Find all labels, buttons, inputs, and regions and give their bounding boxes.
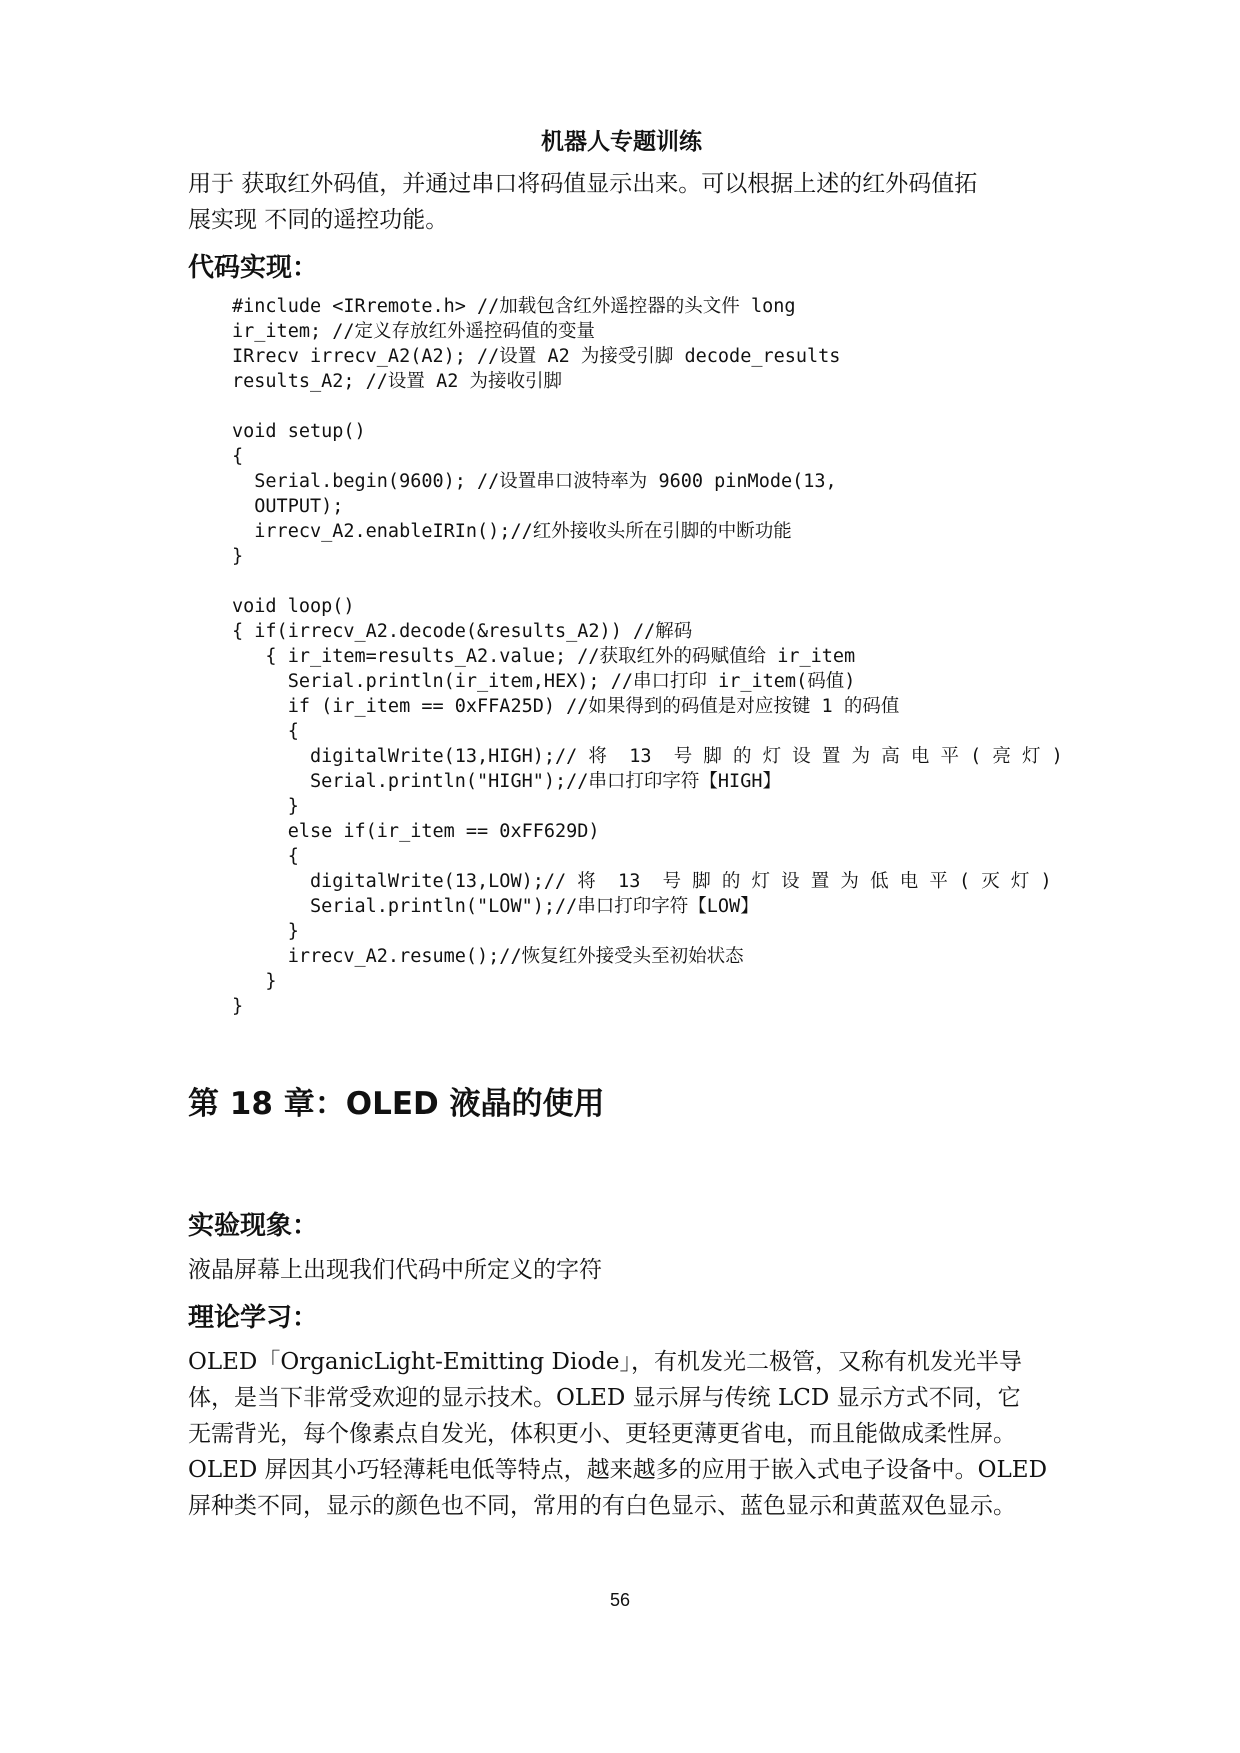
code-line: void loop() [232, 596, 355, 617]
code-line: digitalWrite(13,LOW);// 将 13 号 脚 的 灯 设 置 为 低 电 平 ( 灭 灯 ) [232, 871, 1052, 892]
code-line: { [232, 846, 299, 867]
code-line: } [232, 546, 244, 567]
code-line: #include <IRremote.h> //加载包含红外遥控器的头文件 long [232, 296, 796, 317]
theory-heading: 理论学习： [188, 1303, 319, 1333]
intro-paragraph [188, 166, 1055, 238]
code-line: OUTPUT); [232, 496, 344, 517]
code-line: } [232, 921, 299, 942]
code-line: ir_item; //定义存放红外遥控码值的变量 [232, 321, 596, 342]
code-line: { if(irrecv_A2.decode(&results_A2)) //解码 [232, 621, 693, 642]
code-line: irrecv_A2.resume();//恢复红外接受头至初始状态 [232, 946, 744, 967]
theory-line: 屏种类不同，显示的颜色也不同，常用的有白色显示、蓝色显示和黄蓝双色显示。 [188, 1493, 1016, 1519]
code-line: digitalWrite(13,HIGH);// 将 13 号 脚 的 灯 设 置 为 高 电 平 ( 亮 灯 ) [232, 746, 1063, 767]
code-section-heading: 代码实现： [188, 253, 319, 283]
experiment-heading: 实验现象： [188, 1211, 319, 1241]
code-line: results_A2; //设置 A2 为接收引脚 [232, 371, 562, 392]
code-line: } [232, 796, 299, 817]
page-header-title: 机器人专题训练 [541, 129, 702, 155]
code-line: Serial.println(ir_item,HEX); //串口打印 ir_item(码值) [232, 671, 856, 692]
theory-line: OLED 屏因其小巧轻薄耗电低等特点，越来越多的应用于嵌入式电子设备中。OLED [188, 1457, 1048, 1483]
code-line: IRrecv irrecv_A2(A2); //设置 A2 为接受引脚 decode_results [232, 346, 841, 367]
code-line: Serial.println("LOW");//串口打印字符【LOW】 [232, 896, 759, 917]
theory-line: OLED「OrganicLight-Emitting Diode」，有机发光二极管，又称有机发光半导 [188, 1349, 1022, 1375]
code-line: { [232, 721, 299, 742]
experiment-text: 液晶屏幕上出现我们代码中所定义的字符 [188, 1257, 602, 1283]
code-line: { ir_item=results_A2.value; //获取红外的码赋值给 ir_item [232, 646, 856, 667]
code-line: Serial.println("HIGH");//串口打印字符【HIGH】 [232, 771, 781, 792]
code-line: Serial.begin(9600); //设置串口波特率为 9600 pinMode(13, [232, 471, 837, 492]
code-line: { [232, 446, 244, 467]
chapter-title: 第 18 章：OLED 液晶的使用 [188, 1086, 605, 1122]
code-line: irrecv_A2.enableIRIn();//红外接收头所在引脚的中断功能 [232, 521, 792, 542]
code-line: if (ir_item == 0xFFA25D) //如果得到的码值是对应按键 1 的码值 [232, 696, 900, 717]
spacer [188, 1134, 1055, 1196]
intro-line: 展实现 不同的遥控功能。 [188, 207, 449, 233]
theory-line: 无需背光，每个像素点自发光，体积更小、更轻更薄更省电，而且能做成柔性屏。 [188, 1421, 1016, 1447]
theory-line: 体，是当下非常受欢迎的显示技术。OLED 显示屏与传统 LCD 显示方式不同，它 [188, 1385, 1021, 1411]
code-line: } [232, 971, 277, 992]
code-line: else if(ir_item == 0xFF629D) [232, 821, 600, 842]
code-line: void setup() [232, 421, 366, 442]
theory-paragraph [188, 1344, 1055, 1524]
code-blank-line [232, 569, 1055, 594]
intro-line: 用于 获取红外码值，并通过串口将码值显示出来。可以根据上述的红外码值拓 [188, 171, 978, 197]
code-line: } [232, 996, 244, 1017]
code-block [232, 294, 1063, 1019]
code-blank-line [232, 394, 1055, 419]
page-number: 56 [609, 1590, 631, 1610]
